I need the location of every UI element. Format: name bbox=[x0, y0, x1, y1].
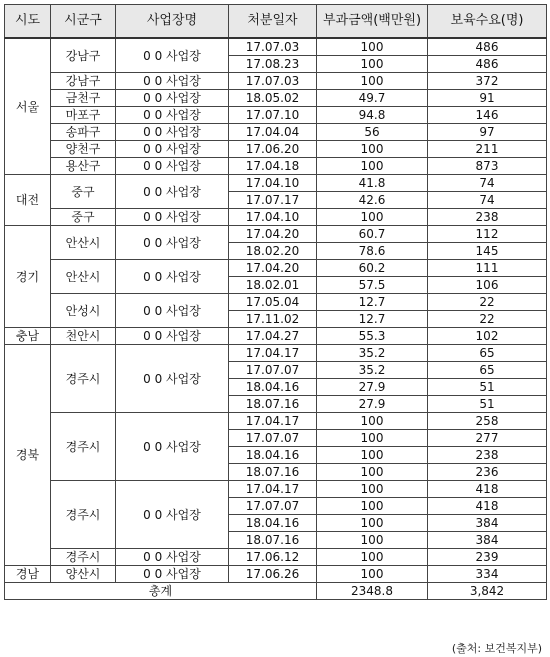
date-cell: 18.04.16 bbox=[229, 379, 317, 396]
amount-cell: 27.9 bbox=[317, 396, 428, 413]
district-cell: 경주시 bbox=[51, 413, 116, 481]
amount-cell: 27.9 bbox=[317, 379, 428, 396]
business-cell: 0 0 사업장 bbox=[116, 90, 229, 107]
demand-cell: 238 bbox=[428, 447, 547, 464]
demand-cell: 873 bbox=[428, 158, 547, 175]
demand-cell: 372 bbox=[428, 73, 547, 90]
amount-cell: 100 bbox=[317, 566, 428, 583]
amount-cell: 100 bbox=[317, 447, 428, 464]
demand-cell: 22 bbox=[428, 311, 547, 328]
date-cell: 17.06.26 bbox=[229, 566, 317, 583]
district-cell: 경주시 bbox=[51, 345, 116, 413]
date-cell: 18.04.16 bbox=[229, 447, 317, 464]
amount-cell: 100 bbox=[317, 73, 428, 90]
district-cell: 강남구 bbox=[51, 38, 116, 73]
table-row bbox=[5, 38, 547, 56]
table-row bbox=[5, 566, 547, 583]
amount-cell: 100 bbox=[317, 430, 428, 447]
region-cell: 충남 bbox=[5, 328, 51, 345]
date-cell: 17.04.18 bbox=[229, 158, 317, 175]
date-cell: 17.04.17 bbox=[229, 413, 317, 430]
total-amount: 2348.8 bbox=[317, 583, 428, 600]
region-cell: 경남 bbox=[5, 566, 51, 583]
header-row bbox=[5, 5, 547, 39]
demand-cell: 238 bbox=[428, 209, 547, 226]
district-cell: 강남구 bbox=[51, 73, 116, 90]
region-cell: 경기 bbox=[5, 226, 51, 328]
demand-cell: 65 bbox=[428, 345, 547, 362]
col-header-date: 처분일자 bbox=[229, 5, 317, 39]
district-cell: 송파구 bbox=[51, 124, 116, 141]
region-cell: 서울 bbox=[5, 38, 51, 175]
amount-cell: 100 bbox=[317, 515, 428, 532]
business-cell: 0 0 사업장 bbox=[116, 141, 229, 158]
date-cell: 17.06.12 bbox=[229, 549, 317, 566]
date-cell: 17.04.10 bbox=[229, 175, 317, 192]
table-row bbox=[5, 107, 547, 124]
table-row bbox=[5, 549, 547, 566]
demand-cell: 384 bbox=[428, 532, 547, 549]
amount-cell: 100 bbox=[317, 56, 428, 73]
total-label: 총계 bbox=[5, 583, 317, 600]
business-cell: 0 0 사업장 bbox=[116, 73, 229, 90]
demand-cell: 74 bbox=[428, 175, 547, 192]
amount-cell: 78.6 bbox=[317, 243, 428, 260]
amount-cell: 49.7 bbox=[317, 90, 428, 107]
district-cell: 경주시 bbox=[51, 481, 116, 549]
demand-cell: 106 bbox=[428, 277, 547, 294]
district-cell: 중구 bbox=[51, 175, 116, 209]
district-cell: 천안시 bbox=[51, 328, 116, 345]
demand-cell: 334 bbox=[428, 566, 547, 583]
date-cell: 17.11.02 bbox=[229, 311, 317, 328]
table-row bbox=[5, 226, 547, 243]
date-cell: 17.07.17 bbox=[229, 192, 317, 209]
business-cell: 0 0 사업장 bbox=[116, 124, 229, 141]
amount-cell: 100 bbox=[317, 549, 428, 566]
demand-cell: 418 bbox=[428, 481, 547, 498]
date-cell: 17.04.20 bbox=[229, 226, 317, 243]
demand-cell: 486 bbox=[428, 38, 547, 56]
date-cell: 17.04.20 bbox=[229, 260, 317, 277]
amount-cell: 57.5 bbox=[317, 277, 428, 294]
business-cell: 0 0 사업장 bbox=[116, 38, 229, 73]
date-cell: 17.04.17 bbox=[229, 345, 317, 362]
date-cell: 18.02.20 bbox=[229, 243, 317, 260]
date-cell: 17.07.07 bbox=[229, 498, 317, 515]
district-cell: 중구 bbox=[51, 209, 116, 226]
demand-cell: 236 bbox=[428, 464, 547, 481]
table-row bbox=[5, 328, 547, 345]
demand-cell: 146 bbox=[428, 107, 547, 124]
amount-cell: 94.8 bbox=[317, 107, 428, 124]
date-cell: 18.05.02 bbox=[229, 90, 317, 107]
amount-cell: 100 bbox=[317, 158, 428, 175]
table-row bbox=[5, 294, 547, 311]
date-cell: 18.07.16 bbox=[229, 464, 317, 481]
table-row bbox=[5, 175, 547, 192]
date-cell: 17.06.20 bbox=[229, 141, 317, 158]
business-cell: 0 0 사업장 bbox=[116, 226, 229, 260]
table-row bbox=[5, 124, 547, 141]
demand-cell: 486 bbox=[428, 56, 547, 73]
date-cell: 18.07.16 bbox=[229, 396, 317, 413]
amount-cell: 41.8 bbox=[317, 175, 428, 192]
demand-cell: 91 bbox=[428, 90, 547, 107]
business-cell: 0 0 사업장 bbox=[116, 481, 229, 549]
date-cell: 17.07.10 bbox=[229, 107, 317, 124]
date-cell: 18.04.16 bbox=[229, 515, 317, 532]
demand-cell: 112 bbox=[428, 226, 547, 243]
amount-cell: 60.7 bbox=[317, 226, 428, 243]
demand-cell: 111 bbox=[428, 260, 547, 277]
amount-cell: 100 bbox=[317, 38, 428, 56]
total-demand: 3,842 bbox=[428, 583, 547, 600]
amount-cell: 100 bbox=[317, 464, 428, 481]
date-cell: 17.07.07 bbox=[229, 430, 317, 447]
demand-cell: 418 bbox=[428, 498, 547, 515]
district-cell: 금천구 bbox=[51, 90, 116, 107]
table-row bbox=[5, 158, 547, 175]
district-cell: 안산시 bbox=[51, 260, 116, 294]
demand-cell: 51 bbox=[428, 379, 547, 396]
amount-cell: 100 bbox=[317, 532, 428, 549]
business-cell: 0 0 사업장 bbox=[116, 566, 229, 583]
amount-cell: 55.3 bbox=[317, 328, 428, 345]
source-note: (출처: 보건복지부) bbox=[451, 642, 542, 655]
demand-cell: 277 bbox=[428, 430, 547, 447]
amount-cell: 12.7 bbox=[317, 311, 428, 328]
amount-cell: 60.2 bbox=[317, 260, 428, 277]
amount-cell: 100 bbox=[317, 481, 428, 498]
region-cell: 대전 bbox=[5, 175, 51, 226]
demand-cell: 239 bbox=[428, 549, 547, 566]
demand-cell: 74 bbox=[428, 192, 547, 209]
table-row bbox=[5, 90, 547, 107]
district-cell: 경주시 bbox=[51, 549, 116, 566]
amount-cell: 100 bbox=[317, 141, 428, 158]
amount-cell: 100 bbox=[317, 413, 428, 430]
table-row bbox=[5, 413, 547, 430]
amount-cell: 100 bbox=[317, 498, 428, 515]
table-row bbox=[5, 345, 547, 362]
business-cell: 0 0 사업장 bbox=[116, 345, 229, 413]
table-row bbox=[5, 209, 547, 226]
district-cell: 안성시 bbox=[51, 294, 116, 328]
business-cell: 0 0 사업장 bbox=[116, 549, 229, 566]
total-row bbox=[5, 583, 547, 600]
business-cell: 0 0 사업장 bbox=[116, 260, 229, 294]
date-cell: 17.04.17 bbox=[229, 481, 317, 498]
date-cell: 17.07.03 bbox=[229, 38, 317, 56]
district-cell: 마포구 bbox=[51, 107, 116, 124]
date-cell: 17.04.04 bbox=[229, 124, 317, 141]
business-cell: 0 0 사업장 bbox=[116, 107, 229, 124]
business-cell: 0 0 사업장 bbox=[116, 328, 229, 345]
col-header-district: 시군구 bbox=[51, 5, 116, 39]
demand-cell: 211 bbox=[428, 141, 547, 158]
table-row bbox=[5, 260, 547, 277]
date-cell: 17.08.23 bbox=[229, 56, 317, 73]
demand-cell: 384 bbox=[428, 515, 547, 532]
business-cell: 0 0 사업장 bbox=[116, 209, 229, 226]
demand-cell: 97 bbox=[428, 124, 547, 141]
amount-cell: 42.6 bbox=[317, 192, 428, 209]
table-row bbox=[5, 141, 547, 158]
amount-cell: 56 bbox=[317, 124, 428, 141]
demand-cell: 102 bbox=[428, 328, 547, 345]
region-cell: 경북 bbox=[5, 345, 51, 566]
table-row bbox=[5, 481, 547, 498]
demand-cell: 65 bbox=[428, 362, 547, 379]
demand-cell: 22 bbox=[428, 294, 547, 311]
district-cell: 양천구 bbox=[51, 141, 116, 158]
business-cell: 0 0 사업장 bbox=[116, 158, 229, 175]
date-cell: 18.07.16 bbox=[229, 532, 317, 549]
demand-cell: 51 bbox=[428, 396, 547, 413]
demand-cell: 145 bbox=[428, 243, 547, 260]
amount-cell: 35.2 bbox=[317, 362, 428, 379]
table-row bbox=[5, 73, 547, 90]
date-cell: 17.04.10 bbox=[229, 209, 317, 226]
date-cell: 17.07.07 bbox=[229, 362, 317, 379]
business-cell: 0 0 사업장 bbox=[116, 175, 229, 209]
business-cell: 0 0 사업장 bbox=[116, 294, 229, 328]
date-cell: 17.07.03 bbox=[229, 73, 317, 90]
col-header-demand: 보육수요(명) bbox=[428, 5, 547, 39]
district-cell: 용산구 bbox=[51, 158, 116, 175]
col-header-region: 시도 bbox=[5, 5, 51, 39]
district-cell: 안산시 bbox=[51, 226, 116, 260]
date-cell: 17.04.27 bbox=[229, 328, 317, 345]
district-cell: 양산시 bbox=[51, 566, 116, 583]
amount-cell: 12.7 bbox=[317, 294, 428, 311]
col-header-business: 사업장명 bbox=[116, 5, 229, 39]
demand-cell: 258 bbox=[428, 413, 547, 430]
penalty-table bbox=[4, 4, 547, 600]
business-cell: 0 0 사업장 bbox=[116, 413, 229, 481]
date-cell: 17.05.04 bbox=[229, 294, 317, 311]
amount-cell: 100 bbox=[317, 209, 428, 226]
amount-cell: 35.2 bbox=[317, 345, 428, 362]
date-cell: 18.02.01 bbox=[229, 277, 317, 294]
col-header-amount: 부과금액(백만원) bbox=[317, 5, 428, 39]
